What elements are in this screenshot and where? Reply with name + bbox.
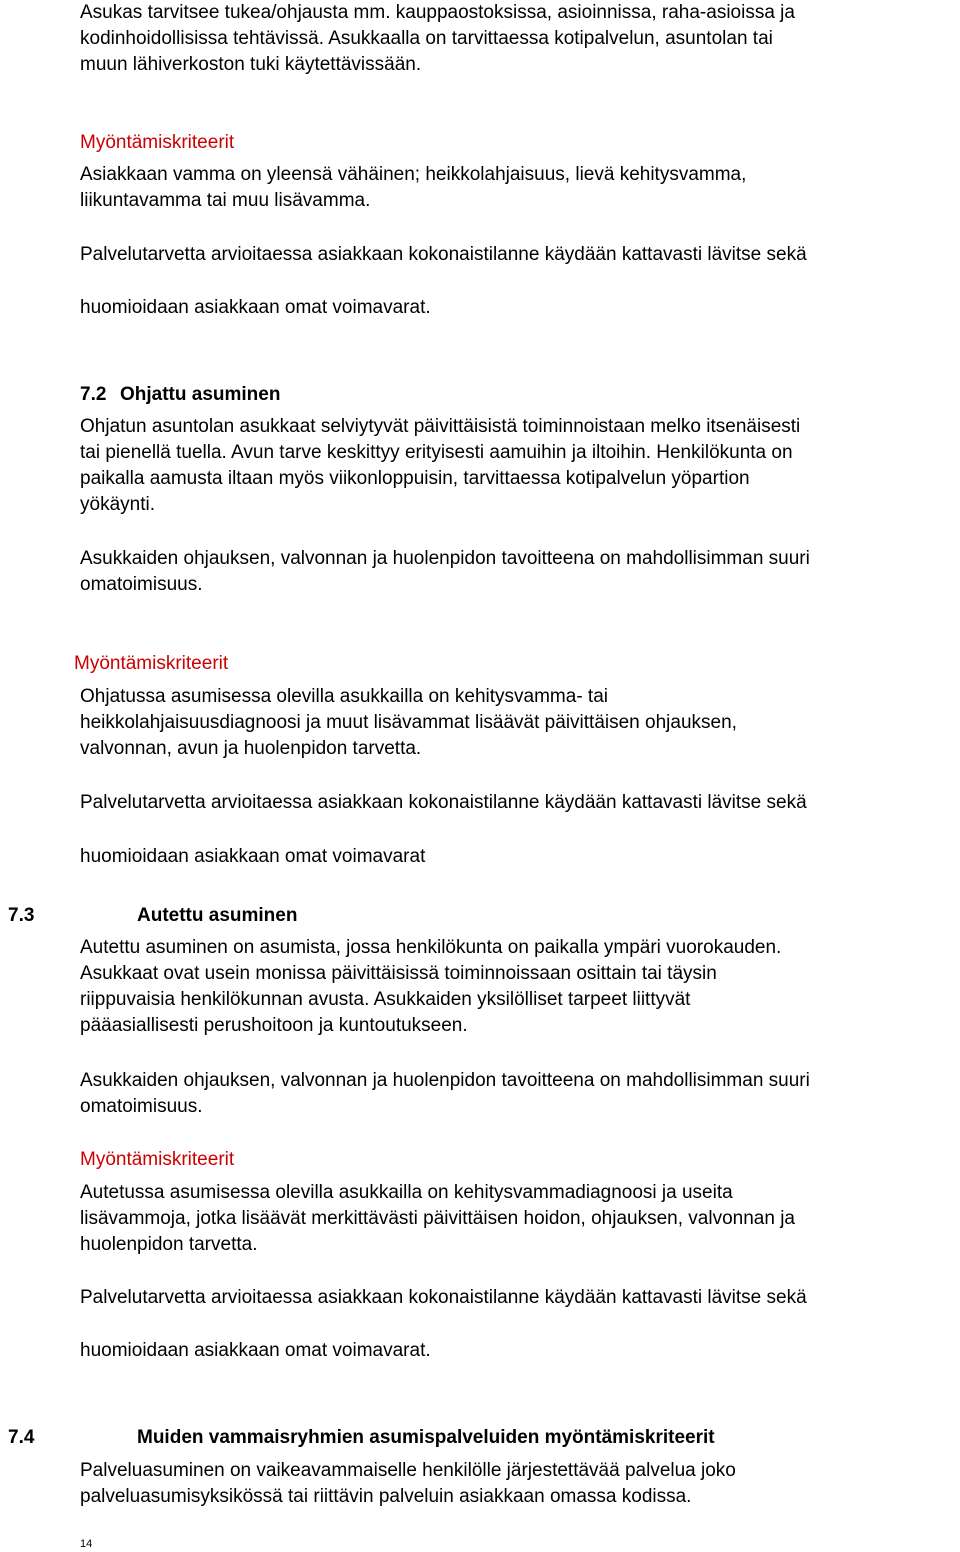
text-line: Autettu asuminen on asumista, jossa henkilökunta on paikalla ympäri vuorokauden.: [80, 937, 782, 958]
assessment-line: huomioidaan asiakkaan omat voimavarat.: [80, 297, 431, 318]
text-line: muun lähiverkoston tuki käytettävissään.: [80, 54, 422, 75]
text-line: omatoimisuus.: [80, 1096, 203, 1117]
assessment-line: Palvelutarvetta arvioitaessa asiakkaan kokonaistilanne käydään kattavasti lävitse sekä: [80, 792, 807, 813]
text-line: riippuvaisia henkilökunnan avusta. Asukkaiden yksilölliset tarpeet liittyvät: [80, 989, 691, 1010]
text-line: lisävammoja, jotka lisäävät merkittävästi päivittäisen hoidon, ohjauksen, valvonnan ja: [80, 1208, 795, 1229]
text-line: Asukkaiden ohjauksen, valvonnan ja huolenpidon tavoitteena on mahdollisimman suuri: [80, 1070, 810, 1091]
section-title: Muiden vammaisryhmien asumispalveluiden myöntämiskriteerit: [137, 1427, 715, 1448]
assessment-line: huomioidaan asiakkaan omat voimavarat: [80, 846, 426, 867]
text-line: Ohjatun asuntolan asukkaat selviytyvät päivittäisistä toiminnoistaan melko itsenäisesti: [80, 416, 801, 437]
text-line: Asukas tarvitsee tukea/ohjausta mm. kauppaostoksissa, asioinnissa, raha-asioissa ja: [80, 2, 795, 23]
text-line: palveluasumisyksikössä tai riittävin palveluin asiakkaan omassa kodissa.: [80, 1486, 692, 1507]
text-line: paikalla aamusta iltaan myös viikonloppuisin, tarvittaessa kotipalvelun yöpartion: [80, 468, 750, 489]
text-line: huolenpidon tarvetta.: [80, 1234, 258, 1255]
text-line: Autetussa asumisessa olevilla asukkailla on kehitysvammadiagnoosi ja useita: [80, 1182, 733, 1203]
criteria-heading: Myöntämiskriteerit: [74, 653, 229, 674]
criteria-heading: Myöntämiskriteerit: [80, 1149, 235, 1170]
text-line: tai pienellä tuella. Avun tarve keskittyy erityisesti aamuihin ja iltoihin. Henkilökunta on: [80, 442, 793, 463]
criteria-heading: Myöntämiskriteerit: [80, 132, 235, 153]
text-line: liikuntavamma tai muu lisävamma.: [80, 190, 371, 211]
page-number: 14: [80, 1538, 93, 1550]
assessment-line: Palvelutarvetta arvioitaessa asiakkaan kokonaistilanne käydään kattavasti lävitse sekä: [80, 1287, 807, 1308]
section-title: Ohjattu asuminen: [120, 384, 281, 405]
section-title: Autettu asuminen: [137, 905, 298, 926]
assessment-line: Palvelutarvetta arvioitaessa asiakkaan kokonaistilanne käydään kattavasti lävitse sekä: [80, 244, 807, 265]
text-line: valvonnan, avun ja huolenpidon tarvetta.: [80, 738, 422, 759]
text-line: Ohjatussa asumisessa olevilla asukkailla on kehitysvamma- tai: [80, 686, 609, 707]
section-number: 7.2: [80, 384, 107, 405]
text-line: kodinhoidollisissa tehtävissä. Asukkaalla on tarvittaessa kotipalvelun, asuntolan tai: [80, 28, 773, 49]
text-line: yökäynti.: [80, 494, 155, 515]
text-line: Palveluasuminen on vaikeavammaiselle henkilölle järjestettävää palvelua joko: [80, 1460, 736, 1481]
section-number: 7.4: [8, 1427, 35, 1448]
section-number: 7.3: [8, 905, 35, 926]
assessment-line: huomioidaan asiakkaan omat voimavarat.: [80, 1340, 431, 1361]
text-line: omatoimisuus.: [80, 574, 203, 595]
text-line: Asukkaat ovat usein monissa päivittäisissä toiminnoissaan osittain tai täysin: [80, 963, 717, 984]
text-line: pääasiallisesti perushoitoon ja kuntoutukseen.: [80, 1015, 468, 1036]
text-line: Asiakkaan vamma on yleensä vähäinen; heikkolahjaisuus, lievä kehitysvamma,: [80, 164, 747, 185]
text-line: heikkolahjaisuusdiagnoosi ja muut lisävammat lisäävät päivittäisen ohjauksen,: [80, 712, 737, 733]
text-line: Asukkaiden ohjauksen, valvonnan ja huolenpidon tavoitteena on mahdollisimman suuri: [80, 548, 810, 569]
